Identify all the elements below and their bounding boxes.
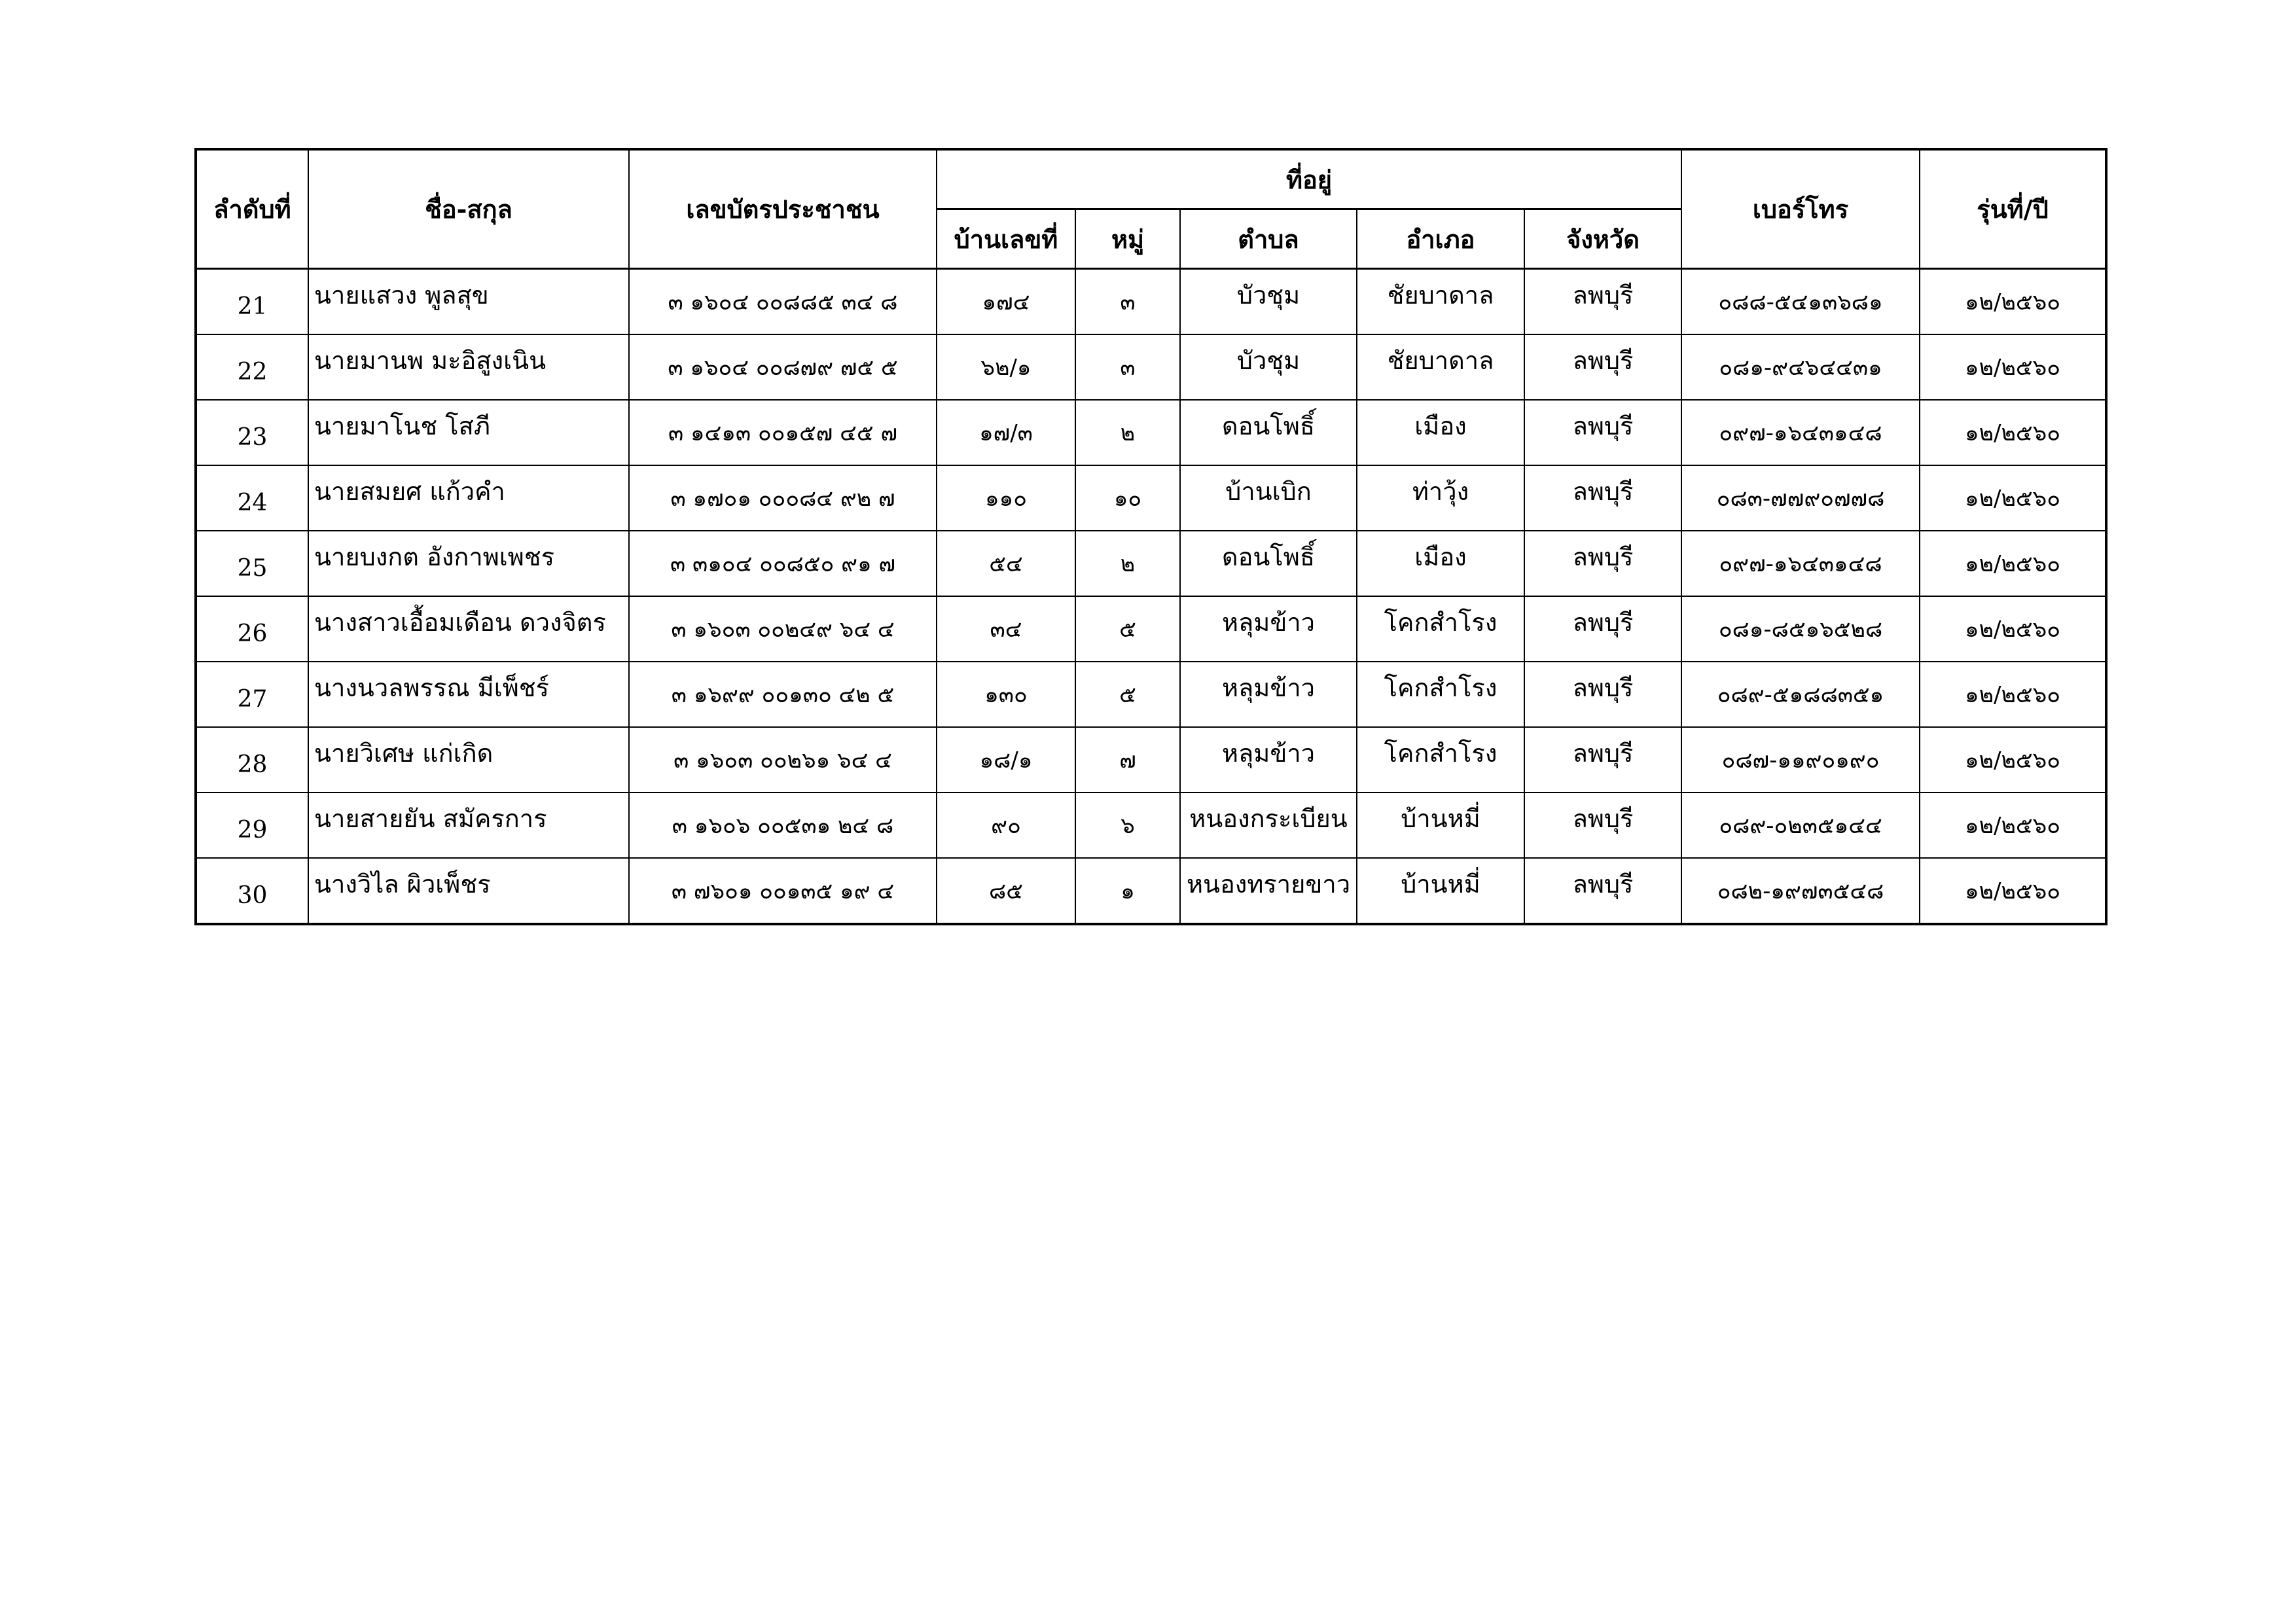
- cell-no: 27: [196, 662, 308, 727]
- cell-id-card: ๓ ๑๖๐๓ ๐๐๒๔๙ ๖๔ ๔: [629, 596, 937, 662]
- cell-no: 21: [196, 269, 308, 335]
- cell-district: โคกสำโรง: [1357, 727, 1524, 793]
- cell-province: ลพบุรี: [1524, 858, 1681, 924]
- cell-id-card: ๓ ๓๑๐๔ ๐๐๘๕๐ ๙๑ ๗: [629, 531, 937, 596]
- table-row: [196, 793, 2106, 858]
- cell-phone: ๐๙๗-๑๖๔๓๑๔๘: [1681, 400, 1920, 465]
- table-row: [196, 596, 2106, 662]
- table-row: [196, 727, 2106, 793]
- cell-subdistrict: บ้านเบิก: [1180, 465, 1357, 531]
- cell-house-no: ๕๔: [937, 531, 1075, 596]
- cell-province: ลพบุรี: [1524, 727, 1681, 793]
- cell-phone: ๐๘๑-๘๕๑๖๕๒๘: [1681, 596, 1920, 662]
- member-table: [194, 148, 2108, 925]
- cell-province: ลพบุรี: [1524, 400, 1681, 465]
- header-province: จังหวัด: [1524, 209, 1681, 269]
- cell-phone: ๐๘๙-๐๒๓๕๑๔๔: [1681, 793, 1920, 858]
- cell-no: 29: [196, 793, 308, 858]
- cell-district: ท่าวุ้ง: [1357, 465, 1524, 531]
- cell-moo: ๓: [1075, 334, 1180, 400]
- cell-id-card: ๓ ๗๖๐๑ ๐๐๑๓๕ ๑๙ ๔: [629, 858, 937, 924]
- table-row: [196, 531, 2106, 596]
- cell-generation: ๑๒/๒๕๖๐: [1920, 727, 2106, 793]
- cell-house-no: ๑๗๔: [937, 269, 1075, 335]
- cell-moo: ๑: [1075, 858, 1180, 924]
- cell-generation: ๑๒/๒๕๖๐: [1920, 793, 2106, 858]
- table-row: [196, 400, 2106, 465]
- cell-generation: ๑๒/๒๕๖๐: [1920, 334, 2106, 400]
- cell-phone: ๐๙๗-๑๖๔๓๑๔๘: [1681, 531, 1920, 596]
- cell-name: นายสมยศ แก้วคำ: [308, 465, 629, 531]
- table-body: [196, 269, 2106, 925]
- cell-name: นางนวลพรรณ มีเพ็ชร์: [308, 662, 629, 727]
- cell-house-no: ๓๔: [937, 596, 1075, 662]
- cell-moo: ๖: [1075, 793, 1180, 858]
- cell-house-no: ๑๑๐: [937, 465, 1075, 531]
- cell-no: 23: [196, 400, 308, 465]
- header-house-no: บ้านเลขที่: [937, 209, 1075, 269]
- header-id-card: เลขบัตรประชาชน: [629, 149, 937, 269]
- cell-house-no: ๑๗/๓: [937, 400, 1075, 465]
- header-no: ลำดับที่: [196, 149, 308, 269]
- cell-name: นายวิเศษ แก่เกิด: [308, 727, 629, 793]
- cell-generation: ๑๒/๒๕๖๐: [1920, 269, 2106, 335]
- cell-subdistrict: หนองกระเบียน: [1180, 793, 1357, 858]
- cell-name: นายสายยัน สมัครการ: [308, 793, 629, 858]
- cell-phone: ๐๘๑-๙๔๖๔๔๓๑: [1681, 334, 1920, 400]
- cell-subdistrict: ดอนโพธิ์: [1180, 531, 1357, 596]
- cell-province: ลพบุรี: [1524, 465, 1681, 531]
- cell-province: ลพบุรี: [1524, 334, 1681, 400]
- cell-name: นางวิไล ผิวเพ็ชร: [308, 858, 629, 924]
- cell-house-no: ๖๒/๑: [937, 334, 1075, 400]
- cell-generation: ๑๒/๒๕๖๐: [1920, 400, 2106, 465]
- cell-province: ลพบุรี: [1524, 531, 1681, 596]
- cell-generation: ๑๒/๒๕๖๐: [1920, 662, 2106, 727]
- cell-subdistrict: บัวชุม: [1180, 334, 1357, 400]
- header-generation: รุ่นที่/ปี: [1920, 149, 2106, 269]
- cell-district: เมือง: [1357, 400, 1524, 465]
- cell-no: 26: [196, 596, 308, 662]
- cell-district: บ้านหมี่: [1357, 858, 1524, 924]
- cell-moo: ๓: [1075, 269, 1180, 335]
- header-name: ชื่อ-สกุล: [308, 149, 629, 269]
- table-row: [196, 465, 2106, 531]
- cell-id-card: ๓ ๑๗๐๑ ๐๐๐๘๔ ๙๒ ๗: [629, 465, 937, 531]
- cell-subdistrict: ดอนโพธิ์: [1180, 400, 1357, 465]
- cell-subdistrict: หนองทรายขาว: [1180, 858, 1357, 924]
- cell-id-card: ๓ ๑๔๑๓ ๐๐๑๕๗ ๔๕ ๗: [629, 400, 937, 465]
- cell-subdistrict: หลุมข้าว: [1180, 662, 1357, 727]
- cell-province: ลพบุรี: [1524, 596, 1681, 662]
- cell-id-card: ๓ ๑๖๐๓ ๐๐๒๖๑ ๖๔ ๔: [629, 727, 937, 793]
- cell-moo: ๕: [1075, 596, 1180, 662]
- cell-moo: ๑๐: [1075, 465, 1180, 531]
- cell-house-no: ๘๕: [937, 858, 1075, 924]
- header-subdistrict: ตำบล: [1180, 209, 1357, 269]
- cell-generation: ๑๒/๒๕๖๐: [1920, 858, 2106, 924]
- table-row: [196, 662, 2106, 727]
- cell-name: นายแสวง พูลสุข: [308, 269, 629, 335]
- cell-phone: ๐๘๗-๑๑๙๐๑๙๐: [1681, 727, 1920, 793]
- cell-name: นายบงกต อังกาพเพชร: [308, 531, 629, 596]
- cell-district: โคกสำโรง: [1357, 662, 1524, 727]
- cell-phone: ๐๘๓-๗๗๙๐๗๗๘: [1681, 465, 1920, 531]
- cell-id-card: ๓ ๑๖๐๔ ๐๐๘๘๕ ๓๔ ๘: [629, 269, 937, 335]
- cell-district: เมือง: [1357, 531, 1524, 596]
- header-address: ที่อยู่: [937, 149, 1681, 209]
- cell-subdistrict: บัวชุม: [1180, 269, 1357, 335]
- cell-generation: ๑๒/๒๕๖๐: [1920, 596, 2106, 662]
- header-district: อำเภอ: [1357, 209, 1524, 269]
- cell-house-no: ๙๐: [937, 793, 1075, 858]
- table-row: [196, 269, 2106, 335]
- cell-district: ชัยบาดาล: [1357, 334, 1524, 400]
- cell-name: นางสาวเอื้อมเดือน ดวงจิตร: [308, 596, 629, 662]
- cell-district: บ้านหมี่: [1357, 793, 1524, 858]
- header-phone: เบอร์โทร: [1681, 149, 1920, 269]
- cell-no: 24: [196, 465, 308, 531]
- cell-generation: ๑๒/๒๕๖๐: [1920, 465, 2106, 531]
- header-moo: หมู่: [1075, 209, 1180, 269]
- cell-id-card: ๓ ๑๖๐๔ ๐๐๘๗๙ ๗๕ ๕: [629, 334, 937, 400]
- cell-moo: ๕: [1075, 662, 1180, 727]
- cell-name: นายมานพ มะอิสูงเนิน: [308, 334, 629, 400]
- cell-phone: ๐๘๒-๑๙๗๓๕๔๘: [1681, 858, 1920, 924]
- table-row: [196, 858, 2106, 924]
- cell-district: โคกสำโรง: [1357, 596, 1524, 662]
- cell-province: ลพบุรี: [1524, 793, 1681, 858]
- cell-no: 28: [196, 727, 308, 793]
- cell-no: 22: [196, 334, 308, 400]
- cell-moo: ๗: [1075, 727, 1180, 793]
- cell-generation: ๑๒/๒๕๖๐: [1920, 531, 2106, 596]
- cell-subdistrict: หลุมข้าว: [1180, 596, 1357, 662]
- table-header: [196, 149, 2106, 269]
- cell-no: 30: [196, 858, 308, 924]
- cell-phone: ๐๘๘-๕๔๑๓๖๘๑: [1681, 269, 1920, 335]
- cell-name: นายมาโนช โสภี: [308, 400, 629, 465]
- cell-subdistrict: หลุมข้าว: [1180, 727, 1357, 793]
- cell-id-card: ๓ ๑๖๙๙ ๐๐๑๓๐ ๔๒ ๕: [629, 662, 937, 727]
- cell-phone: ๐๘๙-๕๑๘๘๓๕๑: [1681, 662, 1920, 727]
- table-row: [196, 334, 2106, 400]
- cell-id-card: ๓ ๑๖๐๖ ๐๐๕๓๑ ๒๔ ๘: [629, 793, 937, 858]
- cell-province: ลพบุรี: [1524, 662, 1681, 727]
- cell-district: ชัยบาดาล: [1357, 269, 1524, 335]
- cell-moo: ๒: [1075, 531, 1180, 596]
- cell-house-no: ๑๘/๑: [937, 727, 1075, 793]
- cell-province: ลพบุรี: [1524, 269, 1681, 335]
- cell-house-no: ๑๓๐: [937, 662, 1075, 727]
- cell-moo: ๒: [1075, 400, 1180, 465]
- cell-no: 25: [196, 531, 308, 596]
